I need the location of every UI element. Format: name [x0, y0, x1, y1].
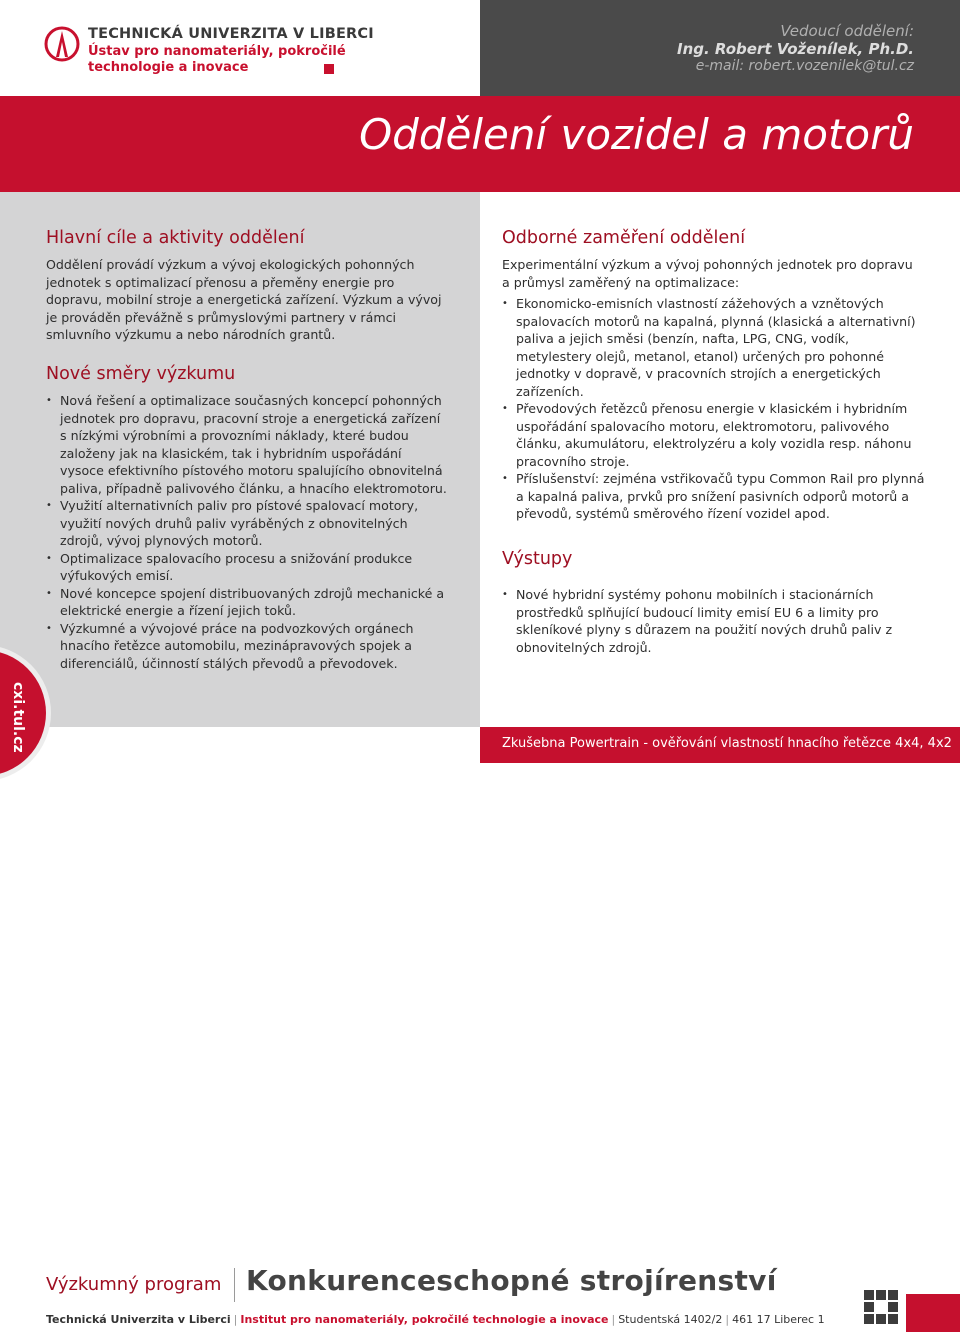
program-label: Výzkumný program: [46, 1274, 222, 1295]
address-city: 461 17 Liberec 1: [732, 1313, 825, 1326]
footer-divider: [234, 1268, 235, 1302]
address-separator: |: [233, 1313, 238, 1326]
list-item: • Nová řešení a optimalizace současných koncepcí pohonných jednotek pro dopravu, pracovní stroje a energetická zařízení s nízkými výrobními a provozními náklady, které budou založeny jak na klasickém, tak i hybridním uspořádání vysoce efektivního pístového motoru spalujícího obnovitelná paliva, případně palivového článku, a hnacího elektromotoru.: [46, 392, 448, 497]
contact-role: Vedoucí oddělení:: [780, 22, 914, 40]
contact-name: Ing. Robert Voženílek, Ph.D.: [676, 40, 914, 58]
university-logo: [44, 24, 374, 80]
outputs-heading: Výstupy: [502, 549, 573, 569]
outputs-list: [502, 586, 902, 656]
list-item: • Využití alternativních paliv pro pístové spalovací motory, využití nových druhů paliv vyráběných z obnovitelných zdrojů, vývoj plynových motorů.: [46, 497, 448, 550]
list-item: • Převodových řetězců přenosu energie v klasickém i hybridním uspořádání spalovacího motoru, elektromotoru, palivového článku, akumulátoru, elektrolyzéru a koly vozidla resp. náhonu pracovního stroje.: [502, 400, 926, 470]
address-separator: |: [725, 1313, 730, 1326]
address-university: Technická Univerzita v Liberci: [46, 1313, 231, 1326]
list-item: • Ekonomicko-emisních vlastností zážehových a vznětových spalovacích motorů na kapalná, plynná (klasická a alternativní) paliva a jejich směsi (benzín, nafta, LPG, CNG, vodík, metylestery olejů, metanol, etanol) určených pro pohonné jednotky v dopravě, v pracovních strojích a energetických zařízeních.: [502, 295, 926, 400]
page-title: Oddělení vozidel a motorů: [359, 110, 914, 159]
tul-logo-icon: [44, 26, 80, 62]
photo-caption-text: Zkušebna Powertrain - ověřování vlastností hnacího řetězce 4x4, 4x2: [502, 736, 952, 751]
logo-institute-line1: Ústav pro nanomateriály, pokročilé: [88, 44, 346, 59]
list-item: • Nové koncepce spojení distribuovaných zdrojů mechanické a elektrické energie a řízení jejich toků.: [46, 585, 448, 620]
focus-list: [502, 295, 926, 523]
research-heading: Nové směry výzkumu: [46, 364, 236, 384]
logo-square-mark: [324, 64, 334, 74]
goals-heading: Hlavní cíle a aktivity oddělení: [46, 228, 305, 248]
footer-address: [46, 1313, 825, 1326]
list-item: • Optimalizace spalovacího procesu a snižování produkce výfukových emisí.: [46, 550, 448, 585]
address-institute: Institut pro nanomateriály, pokročilé technologie a inovace: [240, 1313, 609, 1326]
logo-institute-line2: technologie a inovace: [88, 60, 249, 75]
research-list: [46, 392, 448, 672]
title-banner: [0, 96, 960, 192]
focus-heading: Odborné zaměření oddělení: [502, 228, 746, 248]
address-street: Studentská 1402/2: [618, 1313, 723, 1326]
footer-grid-mark: [864, 1290, 898, 1324]
header-contact-panel: [480, 0, 960, 96]
list-item: • Nové hybridní systémy pohonu mobilních i stacionárních prostředků splňující budoucí limity emisí EU 6 a limity pro skleníkové plyny s důrazem na použití nových druhů paliv z obnovitelných zdrojů.: [502, 586, 902, 656]
focus-intro: Experimentální výzkum a vývoj pohonných jednotek pro dopravu a průmysl zaměřený na optimalizace:: [502, 257, 913, 290]
list-item: • Příslušenství: zejména vstřikovačů typu Common Rail pro plynná a kapalná paliva, prvků pro snížení pasivních odporů motorů a převodů, systémů směrového řízení vozidel apod.: [502, 470, 926, 523]
logo-university-name: TECHNICKÁ UNIVERZITA V LIBERCI: [88, 26, 374, 42]
goals-text: Oddělení provádí výzkum a vývoj ekologických pohonných jednotek s optimalizací přenosu a přeměny energie pro dopravu, mobilní stroje a energetická zařízení. Výzkum a vývoj je prováděn převážně s průmyslovými partnery v rámci smluvního výzkumu a nebo národních grantů.: [46, 257, 442, 342]
program-title: Konkurenceschopné strojírenství: [246, 1264, 777, 1297]
address-separator: |: [611, 1313, 616, 1326]
contact-email[interactable]: e-mail: robert.vozenilek@tul.cz: [695, 58, 914, 74]
footer-red-block: [906, 1294, 960, 1332]
list-item: • Výzkumné a vývojové práce na podvozkových orgánech hnacího řetězce automobilu, mezinápravových spojek a diferenciálů, účinností stálých převodů a převodovek.: [46, 620, 448, 673]
photo-caption-bar: [480, 727, 960, 763]
side-badge-url[interactable]: cxi.tul.cz: [10, 682, 26, 753]
